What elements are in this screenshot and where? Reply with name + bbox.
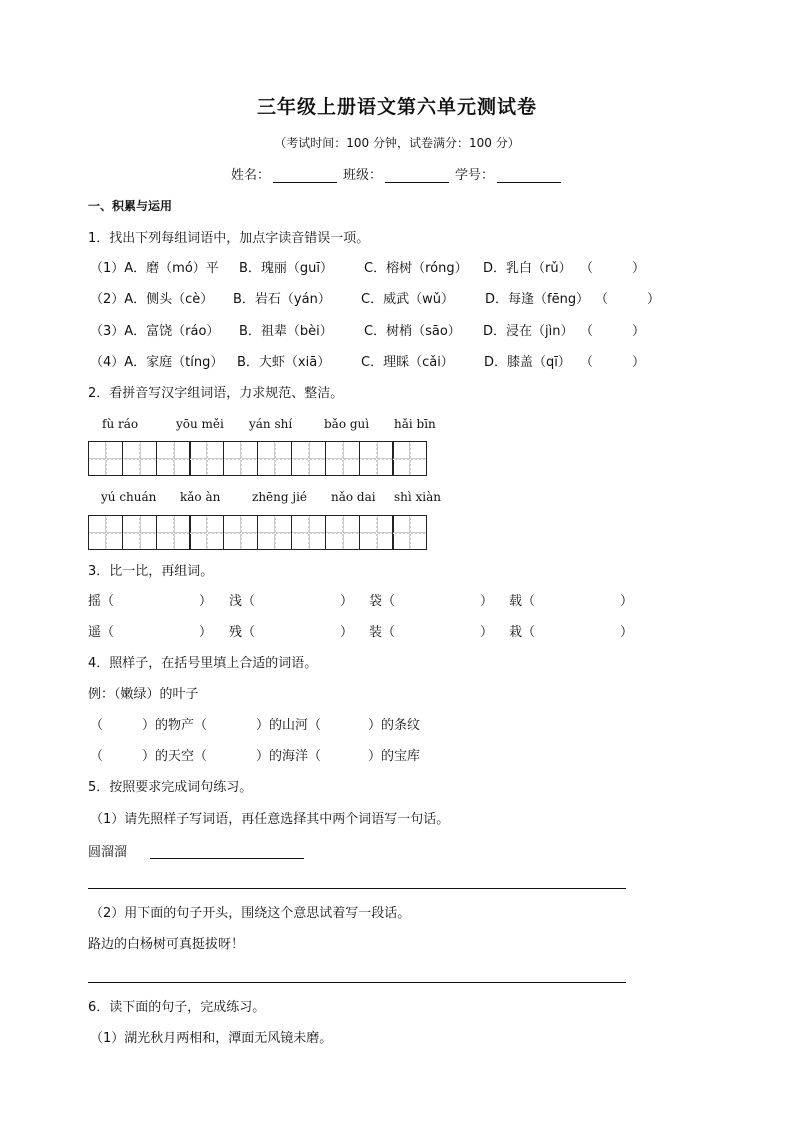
writing-grid <box>88 441 427 476</box>
option-a: （3）A．富饶（ráo） <box>90 324 220 339</box>
fill-phrase[interactable]: ）的山河（ <box>256 718 322 733</box>
char-label: 遥（ <box>88 625 115 640</box>
tian-cell[interactable] <box>88 515 123 550</box>
fill-blank[interactable]: （ <box>90 749 104 764</box>
char-blank-end[interactable]: ） <box>340 594 354 609</box>
option-d: D．乳白（rǔ） <box>483 261 572 276</box>
sub-question: （2）用下面的句子开头，围绕这个意思试着写一段话。 <box>90 906 411 921</box>
tian-cell[interactable] <box>359 441 394 476</box>
char-label: 装（ <box>369 625 396 640</box>
pinyin-label: kǎo àn <box>180 490 221 504</box>
tian-cell[interactable] <box>359 515 394 550</box>
option-c: C．树梢（sāo） <box>364 324 461 339</box>
pinyin-label: zhēng jié <box>252 490 308 504</box>
fill-blank[interactable]: （ <box>90 718 104 733</box>
option-b: B．祖辈（bèi） <box>239 324 333 339</box>
pinyin-label: yōu měi <box>176 417 224 431</box>
answer-line[interactable] <box>88 982 626 983</box>
char-label: 浅（ <box>229 594 256 609</box>
char-blank-end[interactable]: ） <box>480 594 494 609</box>
page-title: 三年级上册语文第六单元测试卷 <box>256 96 537 118</box>
id-label: 学号： <box>455 168 495 183</box>
pinyin-label: hǎi bīn <box>394 417 436 431</box>
tian-cell[interactable] <box>291 515 326 550</box>
char-label: 残（ <box>229 625 256 640</box>
option-c: C．威武（wǔ） <box>361 292 454 307</box>
fill-phrase[interactable]: ）的天空（ <box>142 749 208 764</box>
tian-cell[interactable] <box>156 515 191 550</box>
name-label: 姓名： <box>231 168 271 183</box>
answer-blank[interactable]: （ ） <box>580 261 646 276</box>
tian-cell[interactable] <box>122 515 157 550</box>
char-label: 摇（ <box>88 594 115 609</box>
char-blank-end[interactable]: ） <box>480 625 494 640</box>
fill-phrase: ）的宝库 <box>368 749 421 764</box>
option-b: B．大虾（xiā） <box>237 355 331 370</box>
option-d: D．浸在（jìn） <box>483 324 574 339</box>
pinyin-label: nǎo dai <box>331 490 376 504</box>
answer-line[interactable] <box>88 888 626 889</box>
pinyin-label: fù ráo <box>102 417 139 431</box>
class-label: 班级： <box>343 168 383 183</box>
option-b: B．瑰丽（guī） <box>239 261 334 276</box>
char-blank-end[interactable]: ） <box>199 625 213 640</box>
char-blank-end[interactable]: ） <box>620 625 634 640</box>
poem-line: （1）湖光秋月两相和，潭面无风镜未磨。 <box>90 1031 333 1046</box>
fill-phrase[interactable]: ）的物产（ <box>142 718 208 733</box>
exam-subtitle: （考试时间：100 分钟，试卷满分：100 分） <box>274 136 520 150</box>
option-d: D．膝盖（qī） <box>484 355 571 370</box>
question-2: 2．看拼音写汉字组词语，力求规范、整洁。 <box>88 386 344 401</box>
option-a: （2）A．侧头（cè） <box>90 292 214 307</box>
fill-phrase: ）的条纹 <box>368 718 421 733</box>
tian-cell[interactable] <box>257 515 292 550</box>
writing-grid <box>88 515 427 550</box>
char-blank-end[interactable]: ） <box>620 594 634 609</box>
option-d: D．每逢（fēng） <box>485 292 590 307</box>
section-heading: 一、积累与运用 <box>88 199 173 213</box>
char-label: 载（ <box>509 594 536 609</box>
tian-cell[interactable] <box>392 515 427 550</box>
question-4: 4．照样子，在括号里填上合适的词语。 <box>88 656 318 671</box>
fill-phrase[interactable]: ）的海洋（ <box>256 749 322 764</box>
answer-blank[interactable]: （ ） <box>580 324 646 339</box>
pinyin-label: yú chuán <box>101 490 157 504</box>
option-c: C．榕树（róng） <box>364 261 468 276</box>
class-blank[interactable] <box>385 182 449 183</box>
prompt-sentence: 路边的白杨树可真挺拔呀！ <box>88 937 245 952</box>
question-6: 6．读下面的句子，完成练习。 <box>88 1000 266 1015</box>
name-blank[interactable] <box>273 182 337 183</box>
tian-cell[interactable] <box>189 441 224 476</box>
tian-cell[interactable] <box>88 441 123 476</box>
tian-cell[interactable] <box>325 515 360 550</box>
tian-cell[interactable] <box>223 441 258 476</box>
example-word: 圆溜溜 <box>88 845 128 860</box>
tian-cell[interactable] <box>122 441 157 476</box>
tian-cell[interactable] <box>325 441 360 476</box>
char-label: 袋（ <box>369 594 396 609</box>
answer-blank[interactable]: （ ） <box>580 355 646 370</box>
tian-cell[interactable] <box>392 441 427 476</box>
option-a: （1）A．磨（mó）平 <box>90 261 219 276</box>
char-blank-end[interactable]: ） <box>340 625 354 640</box>
option-c: C．理睬（cǎi） <box>361 355 454 370</box>
id-blank[interactable] <box>497 182 561 183</box>
tian-cell[interactable] <box>257 441 292 476</box>
pinyin-label: bǎo guì <box>324 417 370 431</box>
option-a: （4）A．家庭（tíng） <box>90 355 224 370</box>
question-1: 1．找出下列每组词语中，加点字读音错误一项。 <box>88 231 370 246</box>
tian-cell[interactable] <box>156 441 191 476</box>
char-blank-end[interactable]: ） <box>199 594 213 609</box>
tian-cell[interactable] <box>291 441 326 476</box>
question-5: 5．按照要求完成词句练习。 <box>88 780 253 795</box>
option-b: B．岩石（yán） <box>233 292 331 307</box>
char-label: 栽（ <box>509 625 536 640</box>
question-3: 3．比一比，再组词。 <box>88 564 214 579</box>
word-blank[interactable] <box>150 858 304 859</box>
example-text: 例：（嫩绿）的叶子 <box>88 687 199 702</box>
tian-cell[interactable] <box>189 515 224 550</box>
pinyin-label: yán shí <box>249 417 293 431</box>
pinyin-label: shì xiàn <box>394 490 442 504</box>
tian-cell[interactable] <box>223 515 258 550</box>
sub-question: （1）请先照样子写词语，再任意选择其中两个词语写一句话。 <box>90 812 450 827</box>
answer-blank[interactable]: （ ） <box>595 292 661 307</box>
